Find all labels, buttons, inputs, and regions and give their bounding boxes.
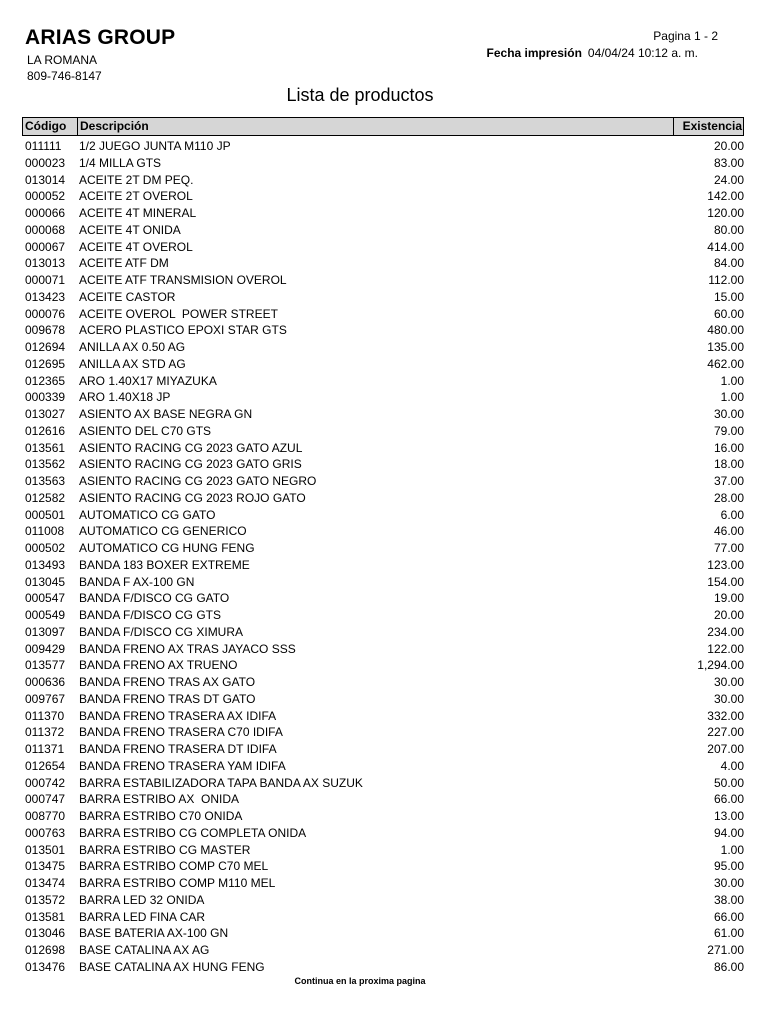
product-code: 000547 <box>25 591 66 606</box>
product-stock: 480.00 <box>707 323 744 338</box>
product-stock: 37.00 <box>713 474 744 488</box>
table-row <box>25 909 744 926</box>
table-row <box>25 339 744 356</box>
product-stock: 30.00 <box>713 407 744 421</box>
product-code: 012694 <box>25 340 66 354</box>
product-stock: 13.00 <box>713 809 744 823</box>
product-code: 009678 <box>25 323 66 338</box>
product-stock: 207.00 <box>707 742 744 756</box>
table-row <box>25 188 744 205</box>
product-description: AUTOMATICO CG GATO <box>79 507 216 522</box>
table-row <box>25 540 744 557</box>
page-number: Pagina 1 - 2 <box>653 29 718 43</box>
table-header <box>22 117 744 136</box>
product-description: ACEITE 4T ONIDA <box>79 222 181 237</box>
table-row <box>25 825 744 842</box>
table-row <box>25 590 744 607</box>
product-stock: 95.00 <box>713 859 744 874</box>
product-description: ASIENTO RACING CG 2023 GATO AZUL <box>79 440 303 455</box>
product-stock: 122.00 <box>707 641 744 656</box>
product-code: 013014 <box>25 172 66 187</box>
product-code: 013474 <box>25 876 66 890</box>
product-code: 012365 <box>25 373 66 388</box>
column-header-description: Descripción <box>77 118 674 135</box>
product-code: 000066 <box>25 206 66 220</box>
product-stock: 60.00 <box>713 306 744 321</box>
product-stock: 271.00 <box>707 943 744 957</box>
table-row <box>25 858 744 875</box>
table-row <box>25 758 744 775</box>
product-code: 013045 <box>25 574 66 589</box>
product-stock: 66.00 <box>713 909 744 924</box>
product-code: 000747 <box>25 792 66 807</box>
product-stock: 1.00 <box>720 373 744 388</box>
product-code: 013475 <box>25 859 66 874</box>
product-stock: 142.00 <box>707 189 744 204</box>
product-code: 012654 <box>25 758 66 773</box>
product-stock: 15.00 <box>713 289 744 304</box>
product-description: BANDA FRENO AX TRAS JAYACO SSS <box>79 641 296 656</box>
product-description: BANDA FRENO AX TRUENO <box>79 658 238 673</box>
table-row <box>25 138 744 155</box>
product-description: BANDA 183 BOXER EXTREME <box>79 557 250 572</box>
product-code: 011370 <box>25 708 65 723</box>
product-description: ASIENTO RACING CG 2023 GATO NEGRO <box>79 474 317 488</box>
product-description: BASE BATERIA AX-100 GN <box>79 926 229 941</box>
table-row <box>25 557 744 574</box>
product-code: 011371 <box>25 742 65 756</box>
product-code: 000549 <box>25 608 66 622</box>
table-row <box>25 222 744 239</box>
product-description: BANDA F/DISCO CG GATO <box>79 591 230 606</box>
table-row <box>25 456 744 473</box>
product-code: 000071 <box>25 273 66 287</box>
table-row <box>25 523 744 540</box>
product-description: AUTOMATICO CG GENERICO <box>79 524 247 539</box>
product-stock: 86.00 <box>713 959 744 974</box>
product-stock: 50.00 <box>713 775 744 790</box>
column-header-stock: Existencia <box>673 118 743 135</box>
product-stock: 234.00 <box>707 624 744 639</box>
table-row <box>25 172 744 189</box>
product-code: 000052 <box>25 189 66 204</box>
product-description: BARRA ESTRIBO COMP M110 MEL <box>79 876 276 890</box>
report-title: Lista de productos <box>286 85 434 105</box>
product-code: 011372 <box>25 725 65 740</box>
company-city: LA ROMANA <box>27 53 98 67</box>
product-description: 1/4 MILLA GTS <box>79 155 162 170</box>
product-code: 013423 <box>25 289 66 304</box>
table-row <box>25 708 744 725</box>
print-date-label: Fecha impresión <box>486 46 582 60</box>
product-code: 000501 <box>25 507 66 522</box>
product-description: ARO 1.40X17 MIYAZUKA <box>79 373 217 388</box>
table-row <box>25 239 744 256</box>
product-stock: 30.00 <box>713 675 744 689</box>
table-row <box>25 607 744 624</box>
product-code: 000067 <box>25 239 66 254</box>
continuation-note: Continua en la proxima pagina <box>294 976 426 986</box>
product-description: BARRA ESTRIBO CG MASTER <box>79 842 251 857</box>
product-stock: 120.00 <box>707 206 744 220</box>
table-row <box>25 440 744 457</box>
product-stock: 94.00 <box>713 825 744 840</box>
product-code: 011111 <box>25 139 62 153</box>
table-row <box>25 875 744 892</box>
product-code: 013013 <box>25 256 66 271</box>
product-code: 011008 <box>25 524 65 539</box>
product-stock: 332.00 <box>707 708 744 723</box>
table-row <box>25 808 744 825</box>
table-row <box>25 624 744 641</box>
product-code: 012582 <box>25 490 66 505</box>
product-description: BARRA LED FINA CAR <box>79 909 206 924</box>
product-stock: 77.00 <box>713 541 744 555</box>
product-stock: 28.00 <box>713 490 744 505</box>
product-table-body <box>25 138 744 976</box>
product-stock: 18.00 <box>713 457 744 472</box>
product-description: ANILLA AX STD AG <box>79 356 186 371</box>
product-description: BANDA FRENO TRAS DT GATO <box>79 691 256 706</box>
product-stock: 16.00 <box>713 440 744 455</box>
table-row <box>25 423 744 440</box>
product-stock: 462.00 <box>707 356 744 371</box>
table-row <box>25 255 744 272</box>
product-stock: 20.00 <box>713 608 744 622</box>
table-row <box>25 842 744 859</box>
product-description: ACEITE ATF TRANSMISION OVEROL <box>79 273 287 287</box>
product-stock: 38.00 <box>713 892 744 907</box>
product-code: 000068 <box>25 222 66 237</box>
product-description: BANDA FRENO TRASERA C70 IDIFA <box>79 725 283 740</box>
product-description: ASIENTO DEL C70 GTS <box>79 423 212 438</box>
product-description: AUTOMATICO CG HUNG FENG <box>79 541 255 555</box>
product-description: BARRA ESTRIBO CG COMPLETA ONIDA <box>79 825 307 840</box>
product-description: BARRA ESTRIBO AX ONIDA <box>79 792 240 807</box>
table-row <box>25 289 744 306</box>
table-row <box>25 507 744 524</box>
table-row <box>25 959 744 976</box>
product-code: 000023 <box>25 155 66 170</box>
product-description: ASIENTO RACING CG 2023 GATO GRIS <box>79 457 302 472</box>
product-stock: 1,294.00 <box>697 658 744 673</box>
product-code: 013493 <box>25 557 66 572</box>
product-code: 013476 <box>25 959 66 974</box>
product-stock: 19.00 <box>713 591 744 606</box>
table-row <box>25 892 744 909</box>
product-code: 013562 <box>25 457 66 472</box>
product-description: ACERO PLASTICO EPOXI STAR GTS <box>79 323 287 338</box>
product-code: 000763 <box>25 825 66 840</box>
product-description: ASIENTO AX BASE NEGRA GN <box>79 407 253 421</box>
product-code: 000076 <box>25 306 66 321</box>
product-description: ACEITE 4T OVEROL <box>79 239 193 254</box>
product-description: 1/2 JUEGO JUNTA M110 JP <box>79 139 231 153</box>
product-stock: 1.00 <box>720 842 744 857</box>
table-row <box>25 406 744 423</box>
table-row <box>25 775 744 792</box>
product-stock: 61.00 <box>713 926 744 941</box>
product-stock: 84.00 <box>713 256 744 271</box>
product-stock: 123.00 <box>707 557 744 572</box>
product-description: BASE CATALINA AX HUNG FENG <box>79 959 265 974</box>
product-description: ACEITE CASTOR <box>79 289 176 304</box>
product-description: BANDA FRENO TRASERA DT IDIFA <box>79 742 277 756</box>
product-description: BANDA FRENO TRASERA YAM IDIFA <box>79 758 286 773</box>
product-code: 012695 <box>25 356 66 371</box>
product-stock: 80.00 <box>713 222 744 237</box>
product-code: 000339 <box>25 390 66 405</box>
product-stock: 227.00 <box>707 725 744 740</box>
product-stock: 135.00 <box>707 340 744 354</box>
product-stock: 46.00 <box>713 524 744 539</box>
product-description: ASIENTO RACING CG 2023 ROJO GATO <box>79 490 306 505</box>
table-row <box>25 925 744 942</box>
product-stock: 154.00 <box>707 574 744 589</box>
product-description: ACEITE ATF DM <box>79 256 169 271</box>
product-description: BASE CATALINA AX AG <box>79 943 210 957</box>
product-description: BANDA F/DISCO CG XIMURA <box>79 624 244 639</box>
product-description: BARRA ESTRIBO C70 ONIDA <box>79 809 243 823</box>
product-stock: 20.00 <box>713 139 744 153</box>
product-code: 000502 <box>25 541 66 555</box>
product-description: BARRA LED 32 ONIDA <box>79 892 205 907</box>
product-stock: 30.00 <box>713 876 744 890</box>
product-stock: 66.00 <box>713 792 744 807</box>
product-description: BANDA FRENO TRAS AX GATO <box>79 675 256 689</box>
table-row <box>25 373 744 390</box>
product-stock: 414.00 <box>707 239 744 254</box>
product-code: 000636 <box>25 675 66 689</box>
product-code: 009767 <box>25 691 66 706</box>
product-code: 013027 <box>25 407 66 421</box>
table-row <box>25 389 744 406</box>
table-row <box>25 205 744 222</box>
product-code: 013577 <box>25 658 66 673</box>
product-stock: 1.00 <box>720 390 744 405</box>
table-row <box>25 356 744 373</box>
product-stock: 6.00 <box>720 507 744 522</box>
product-stock: 83.00 <box>713 155 744 170</box>
company-name: ARIAS GROUP <box>25 26 176 49</box>
print-date-value: 04/04/24 10:12 a. m. <box>587 46 698 60</box>
table-row <box>25 574 744 591</box>
table-row <box>25 322 744 339</box>
product-code: 008770 <box>25 809 66 823</box>
product-description: ACEITE 2T DM PEQ. <box>79 172 194 187</box>
product-code: 013097 <box>25 624 66 639</box>
product-code: 000742 <box>25 775 66 790</box>
table-row <box>25 641 744 658</box>
table-row <box>25 691 744 708</box>
print-date <box>487 46 698 60</box>
product-code: 012698 <box>25 943 66 957</box>
product-description: BARRA ESTABILIZADORA TAPA BANDA AX SUZUK <box>79 775 363 790</box>
product-stock: 30.00 <box>713 691 744 706</box>
product-code: 013581 <box>25 909 66 924</box>
table-row <box>25 791 744 808</box>
product-stock: 79.00 <box>713 423 744 438</box>
product-code: 009429 <box>25 641 66 656</box>
product-description: BANDA FRENO TRASERA AX IDIFA <box>79 708 277 723</box>
product-code: 012616 <box>25 423 66 438</box>
product-description: ACEITE OVEROL POWER STREET <box>79 306 278 321</box>
product-code: 013563 <box>25 474 66 488</box>
product-code: 013501 <box>25 842 66 857</box>
table-row <box>25 674 744 691</box>
company-phone: 809-746-8147 <box>27 69 102 83</box>
table-row <box>25 155 744 172</box>
product-description: ARO 1.40X18 JP <box>79 390 171 405</box>
product-description: ACEITE 2T OVEROL <box>79 189 193 204</box>
table-row <box>25 490 744 507</box>
product-code: 013572 <box>25 892 66 907</box>
product-stock: 112.00 <box>708 273 744 287</box>
product-description: BANDA F AX-100 GN <box>79 574 195 589</box>
product-stock: 4.00 <box>720 758 744 773</box>
table-row <box>25 306 744 323</box>
table-row <box>25 272 744 289</box>
product-code: 013046 <box>25 926 66 941</box>
table-row <box>25 942 744 959</box>
table-row <box>25 473 744 490</box>
table-row <box>25 724 744 741</box>
product-description: BANDA F/DISCO CG GTS <box>79 608 222 622</box>
product-description: BARRA ESTRIBO COMP C70 MEL <box>79 859 269 874</box>
product-description: ACEITE 4T MINERAL <box>79 206 197 220</box>
product-stock: 24.00 <box>713 172 744 187</box>
product-code: 013561 <box>25 440 66 455</box>
table-row <box>25 741 744 758</box>
column-header-code: Código <box>25 119 67 133</box>
product-description: ANILLA AX 0.50 AG <box>79 340 186 354</box>
table-row <box>25 657 744 674</box>
